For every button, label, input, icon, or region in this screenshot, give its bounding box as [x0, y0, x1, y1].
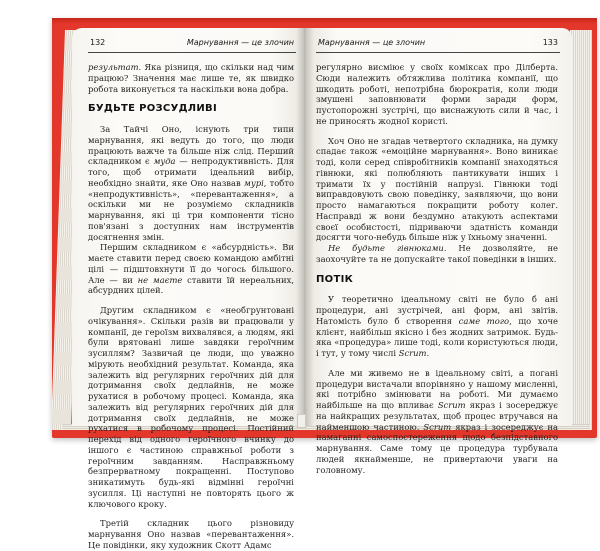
italic-run: Scrum — [423, 421, 452, 432]
bookmark-ribbon — [297, 414, 306, 428]
paragraph-gap — [316, 127, 558, 136]
italic-run: Scrum — [437, 400, 466, 410]
header-rule — [88, 52, 296, 53]
paragraph-gap — [88, 296, 294, 305]
text-run: , що хоче клієнт, найбільш якісно і без жодних затримок. Будь-яка «процедура» лише тоді, коли користуються люди, і тут, у тому числі — [316, 315, 558, 358]
italic-run: Scrum — [398, 348, 427, 358]
text-run: Другим складником є «необгрунтовані очікування». Скільки разів ви працювали у компанії, де героїзм вихвалявся, а людям, які були врятовані лише завдяки героїчним зусиллям? Зазвичай це люди, що уважно мірують необхідний результат. Команда, яка залежить від регулярних героїчних дій для дотримання своїх дедлайнів, не може рухатися в робочому процесі. Команда, яка залежить від регулярних героїчних дій для дотримання своїх дедлайнів, не може рухатися в робочому процесі. Постійний перехід від одного героїчного вчинку до іншого є частиною справжньої роботи з героїчним завданням. Насправжньому безпрерватному покращенні. Поступово зникатимуть будь-які відмінні героїчні зусилля. Ці наступні не повторять цього ж ключового кроку. — [88, 305, 294, 509]
section-heading: ПОТІК — [316, 273, 354, 285]
header-rule — [316, 52, 560, 53]
paragraph — [88, 305, 294, 509]
paragraph — [316, 243, 558, 265]
text-run: Але ми живемо не в ідеальному світі, а погані процедури вистачали впорівняно у нашому мисленні, які потрібно змінювати на роботі. Ми думаємо найбільше на що впливає — [316, 367, 558, 410]
paragraph — [316, 62, 558, 127]
text-run: — непродуктивність. Для того, щоб отримати ідеальний вибір, необхідно знайти, яке Оно назвав — [88, 156, 294, 188]
italic-run: результат — [88, 62, 139, 72]
right-page — [304, 28, 572, 475]
text-run: Першим складником є «абсурдність». Ви маєте ставити перед своєю командою амбітні цілі — підштовхнути її до чогось більшого. Але — ви — [88, 242, 294, 285]
italic-run: Не будьте гівнюками — [328, 243, 444, 253]
left-page — [72, 28, 306, 550]
text-run: У теоретично ідеальному світі не було б ані процедури, ані зустрічей, ані форм, ані звітів. Натомість було б створення — [316, 294, 558, 326]
italic-run: не маєте — [137, 274, 183, 285]
body-text — [88, 62, 294, 551]
book-gutter — [296, 28, 314, 426]
paragraph — [316, 294, 558, 359]
body-text — [316, 62, 558, 475]
text-run: . Яка різниця, що скільки над чим працюю? Значення має лише те, як швидко робота виконується та наскільки вона добра. — [88, 62, 294, 94]
text-run: Хоч Оно не згадав четвертого складника, на думку спадає також «емоційне марнування». Воно виникає тоді, коли серед співробітників компанії знаходяться гівнюки, які полюбляють пантикувати інших і тримати їх у постійній напрузі. Гівнюки тоді виправдовують свою поведінку, заявляючи, що вони просто намагаються покращити роботу колег. Насправді ж вони бездумно атакують аспектами своєї особистості, підриваючи здатність команди досягти чого-небудь більше ніж у їхньому значенні. — [316, 135, 558, 243]
cover-shade — [52, 18, 597, 24]
running-head: Марнування — це злочин — [318, 38, 426, 47]
italic-run: мурі — [243, 177, 264, 188]
paragraph-gap — [88, 509, 294, 518]
paragraph — [88, 242, 294, 296]
paragraph-gap — [316, 359, 558, 368]
italic-run: муда — [153, 156, 176, 167]
paragraph — [88, 518, 294, 550]
paragraph — [88, 124, 294, 242]
italic-run: саме того — [458, 315, 510, 326]
page-number: 133 — [542, 38, 558, 47]
text-run: . — [426, 348, 430, 358]
paragraph — [88, 62, 294, 94]
text-run: . Не дозволяйте, не заохочуйте та не допускайте такої поведінки в інших. — [316, 243, 558, 264]
text-run: , тобто «непродуктивність», «перевантаження», а оскільки ми не розуміємо складників марнування, які ці три компоненти тісно пов'язані з доступних нам інструментів досягнення змін. — [88, 177, 294, 242]
running-head: Марнування — це злочин — [186, 38, 294, 47]
paragraph — [316, 136, 558, 244]
section-heading: БУДЬТЕ РОЗСУДЛИВІ — [88, 103, 218, 115]
page-number: 132 — [90, 38, 106, 47]
paragraph — [316, 368, 558, 476]
text-run: якраз і зосереджує на найкращих результатах, щоб процес втручався на найменшою частиною. — [316, 400, 558, 432]
page-stack-right — [570, 30, 592, 430]
text-run: якраз і зосереджує на намаганні самоспостереження щодо безпідставного марнування. Саме тому це процедура турбувала людей якнайменше, не привертаючи уваги на головному. — [316, 421, 558, 475]
text-run: За Тайчі Оно, існують три типи марнування, які ведуть до того, що люди працюють важче та більше ніж слід. Перший складником є — [88, 124, 294, 167]
text-run: Третій складник цього різновиду марнування Оно назвав «перевантаження». Це повідінки, яку художник Скотт Адамс — [88, 518, 294, 550]
text-run: ставити їй нереальних, абсурдних цілей. — [88, 274, 294, 296]
text-run: регулярно висміює у своїх коміксах про Ділберта. Сюди належить обтяжлива політика компанії, що шкодить роботі, непотрібна бюрократія, коли люди змушені заповнювати форми заради форм, пустопорожні зустрічі, що виснажують сили й час, і не приносять жодної користі. — [316, 62, 558, 126]
